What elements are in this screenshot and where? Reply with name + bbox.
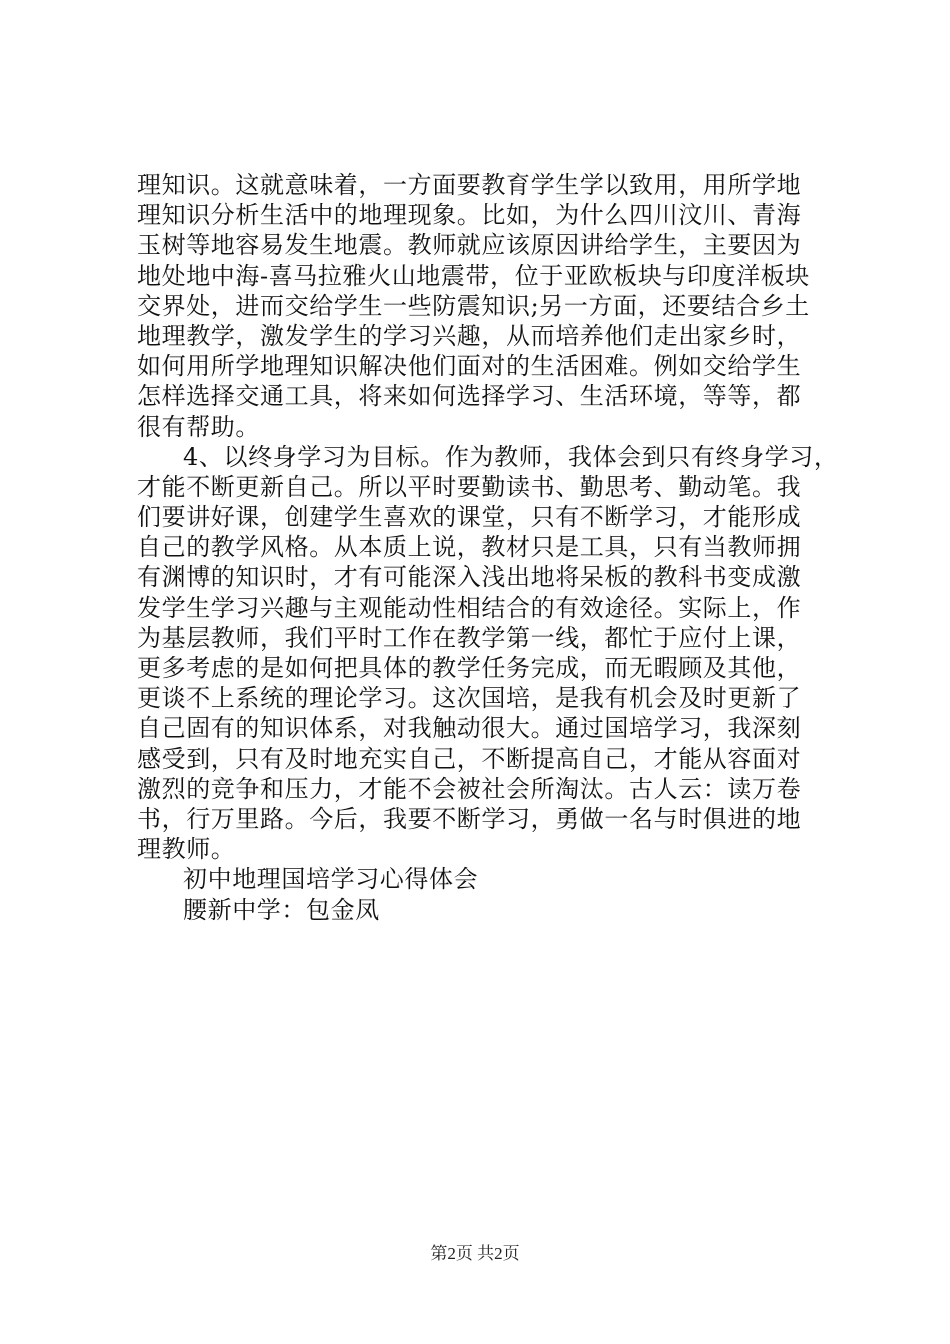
text-line: 才能不断更新自己。所以平时要勤读书、勤思考、勤动笔。我	[137, 472, 802, 501]
text-line: 激烈的竞争和压力，才能不会被社会所淘汰。古人云：读万卷	[137, 774, 802, 803]
text-line: 如何用所学地理知识解决他们面对的生活困难。例如交给学生	[137, 352, 802, 381]
closing-author: 腰新中学：包金凤	[183, 895, 380, 924]
text-line: 为基层教师，我们平时工作在教学第一线，都忙于应付上课，	[137, 623, 802, 652]
text-line: 书，行万里路。今后，我要不断学习，勇做一名与时俱进的地	[137, 804, 802, 833]
text-line: 更谈不上系统的理论学习。这次国培，是我有机会及时更新了	[137, 684, 802, 713]
paragraph-lifelong-learning	[137, 442, 839, 865]
text-line: 们要讲好课，创建学生喜欢的课堂，只有不断学习，才能形成	[137, 503, 802, 532]
text-line: 4、以终身学习为目标。作为教师，我体会到只有终身学习，	[183, 442, 839, 471]
text-line: 玉树等地容易发生地震。教师就应该原因讲给学生，主要因为	[137, 231, 802, 260]
text-line: 理知识分析生活中的地理现象。比如，为什么四川汶川、青海	[137, 201, 802, 230]
document-body	[137, 170, 839, 925]
text-line: 很有帮助。	[137, 412, 260, 441]
text-line: 地理教学，激发学生的学习兴趣，从而培养他们走出家乡时，	[137, 321, 802, 350]
text-line: 理教师。	[137, 835, 236, 864]
text-line: 交界处，进而交给学生一些防震知识;另一方面，还要结合乡土	[137, 291, 810, 320]
text-line: 有渊博的知识时，才有可能深入浅出地将呆板的教科书变成激	[137, 563, 802, 592]
paragraph-continuation	[137, 170, 827, 442]
text-line: 自己固有的知识体系，对我触动很大。通过国培学习，我深刻	[137, 714, 802, 743]
text-line: 地处地中海-喜马拉雅火山地震带，位于亚欧板块与印度洋板块	[137, 261, 810, 290]
text-line: 理知识。这就意味着，一方面要教育学生学以致用，用所学地	[137, 171, 802, 199]
closing-title: 初中地理国培学习心得体会	[183, 865, 479, 894]
page-footer: 第2页 共2页	[430, 1244, 520, 1263]
text-line: 自己的教学风格。从本质上说，教材只是工具，只有当教师拥	[137, 533, 802, 562]
text-line: 感受到，只有及时地充实自己，不断提高自己，才能从容面对	[137, 744, 802, 773]
text-line: 更多考虑的是如何把具体的教学任务完成，而无暇顾及其他，	[137, 654, 802, 682]
text-line: 发学生学习兴趣与主观能动性相结合的有效途径。实际上，作	[137, 593, 802, 622]
text-line: 怎样选择交通工具，将来如何选择学习、生活环境，等等，都	[137, 382, 802, 411]
